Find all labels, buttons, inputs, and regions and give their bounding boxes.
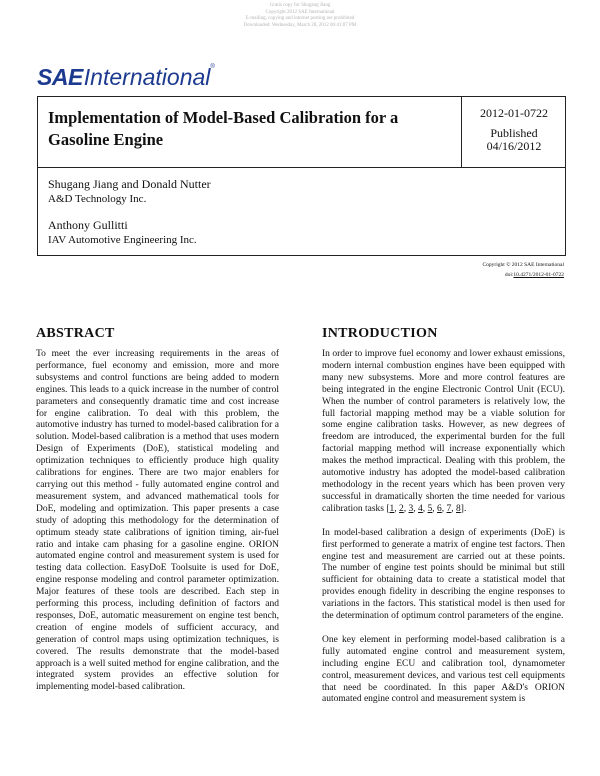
watermark-line: Gratis copy for Shugang Jiang	[269, 3, 331, 8]
citation-link[interactable]: 1	[389, 503, 395, 514]
intro-paragraph: In model-based calibration a design of experiments (DoE) is first performed to generate a matrix of engine test factors. Then engine test and measurement are carried out at these points. The number of engine test points should be minimal but still sufficient for obtaining data to create a statistical model that provides enough fidelity in describing the engine responses to variations in the factors. This statistical model is then used for the determination of optimum control parameters of the engine.	[322, 527, 565, 622]
paper-header-box	[37, 96, 566, 256]
published-date: 04/16/2012	[486, 139, 542, 153]
doi-line	[483, 270, 564, 280]
citation-link[interactable]: 4	[418, 503, 423, 514]
citation-link[interactable]: 7	[446, 503, 452, 514]
copyright-line: Copyright © 2012 SAE International	[482, 262, 564, 268]
paper-info-cell	[462, 97, 566, 168]
paper-title: Implementation of Model-Based Calibration for a Gasoline Engine	[48, 108, 399, 149]
copyright-notice	[483, 260, 564, 280]
intro-paragraph: One key element in performing model-based calibration is a fully automated engine control and measurement system, including engine ECU and calibration tool, dynamometer control, measurement devices, and various test cell equipments that need be coordinated. In this paper A&D's ORION automated engine control and measurement system is	[322, 634, 565, 705]
title-cell	[38, 97, 462, 168]
abstract-text: To meet the ever increasing requirements in the areas of performance, fuel economy and emission, more and more subsystems and control functions are being added to modern engines. This leads to a quick increase in the number of control parameters and consequently dramatic time and cost increase for engine calibration. To deal with this problem, the automotive industry has turned to model-based calibration for a solution. Model-based calibration is a method that uses modern Design of Experiments (DoE), statistical modeling and optimization techniques to efficiently produce high quality calibrations for engines. There are two major enablers for carrying out this method - fully automated engine control and measurement system, and advanced mathematical tools for DoE, modeling and optimization. This paper presents a case study of adopting this methodology for the determination of optimum steady state calibrations of ignition timing, air-fuel ratio and intake cam phasing for a gasoline engine. ORION automated engine control and measurement system is used for testing data collection. EasyDoE Toolsuite is used for DoE, engine response modeling and control parameter optimization. Major features of these tools are described. Each step in performing this process, including definition of factors and responses, DoE, automatic measurement on engine test bench, creation of engine models of sufficient accuracy, and generation of control maps using optimization techniques, is covered. The results demonstrate that the model-based approach is a well suited method for engine calibration, and the integrated system provides an effective solution for implementing model-based calibration.	[36, 349, 279, 693]
logo-trademark: ®	[210, 64, 215, 70]
author-names: Shugang Jiang and Donald Nutter	[48, 177, 211, 191]
author-affiliation: A&D Technology Inc.	[48, 193, 147, 205]
author-names: Anthony Gullitti	[48, 218, 128, 232]
author-block	[48, 177, 211, 259]
introduction-section	[322, 326, 565, 706]
doi-prefix: doi:	[504, 272, 514, 278]
watermark-line: Downloaded: Wednesday, March 28, 2012 06:41:07 PM	[243, 22, 357, 28]
watermark-line: E-mailing, copying and internet posting are prohibited	[245, 16, 355, 21]
logo-international: International	[83, 64, 211, 90]
download-watermark	[0, 3, 600, 29]
citation-link[interactable]: 6	[437, 503, 442, 514]
citation-link[interactable]: 3	[408, 503, 414, 514]
watermark-line: Copyright 2012 SAE International	[265, 9, 335, 15]
introduction-heading: INTRODUCTION	[322, 326, 438, 341]
intro-paragraph-end: ].	[460, 503, 467, 514]
intro-paragraph-text: In order to improve fuel economy and lower exhaust emissions, modern internal combustion engines have been equipped with many new subsystems. More and more control features are being integrated in the engine Electronic Control Unit (ECU). When the number of control parameters is relatively low, the full factorial mapping method may be a viable solution for some engine calibration tasks. However, as new degrees of freedom are introduced, the experimental burden for the full factorial mapping method will increase exponentially which makes the method impractical. Dealing with this problem, the automotive industry has adopted the model-based calibration methodology in the recent years which has been proven very successful in dramatically shorten the time needed for various calibration tasks [	[322, 349, 565, 514]
logo-sae: SAE	[37, 64, 83, 90]
abstract-section	[36, 326, 279, 694]
published-label: Published	[490, 126, 538, 140]
sae-international-logo	[37, 64, 215, 91]
citation-link[interactable]: 5	[427, 503, 433, 514]
abstract-heading: ABSTRACT	[36, 326, 115, 341]
author-affiliation: IAV Automotive Engineering Inc.	[48, 234, 197, 246]
intro-paragraph: In order to improve fuel economy and lower exhaust emissions, modern internal combustion engines have been equipped with many new subsystems. More and more control features are being integrated in the engine Electronic Control Unit (ECU). When the number of control parameters is relatively low, the full factorial mapping method may be a viable solution for some engine calibration tasks. However, as new degrees of freedom are introduced, the experimental burden for the full factorial mapping method will increase exponentially which makes the method impractical. Dealing with this problem, the automotive industry has adopted the model-based calibration methodology in the recent years which has been proven very successful in dramatically shorten the time needed for various calibration tasks [1, 2, 3, 4, 5, 6, 7, 8].	[322, 349, 565, 514]
citation-link[interactable]: 2	[399, 503, 404, 514]
citation-link[interactable]: 8	[456, 503, 461, 514]
doi-link[interactable]: 10.4271/2012-01-0722	[513, 272, 564, 278]
paper-number: 2012-01-0722	[480, 106, 548, 120]
